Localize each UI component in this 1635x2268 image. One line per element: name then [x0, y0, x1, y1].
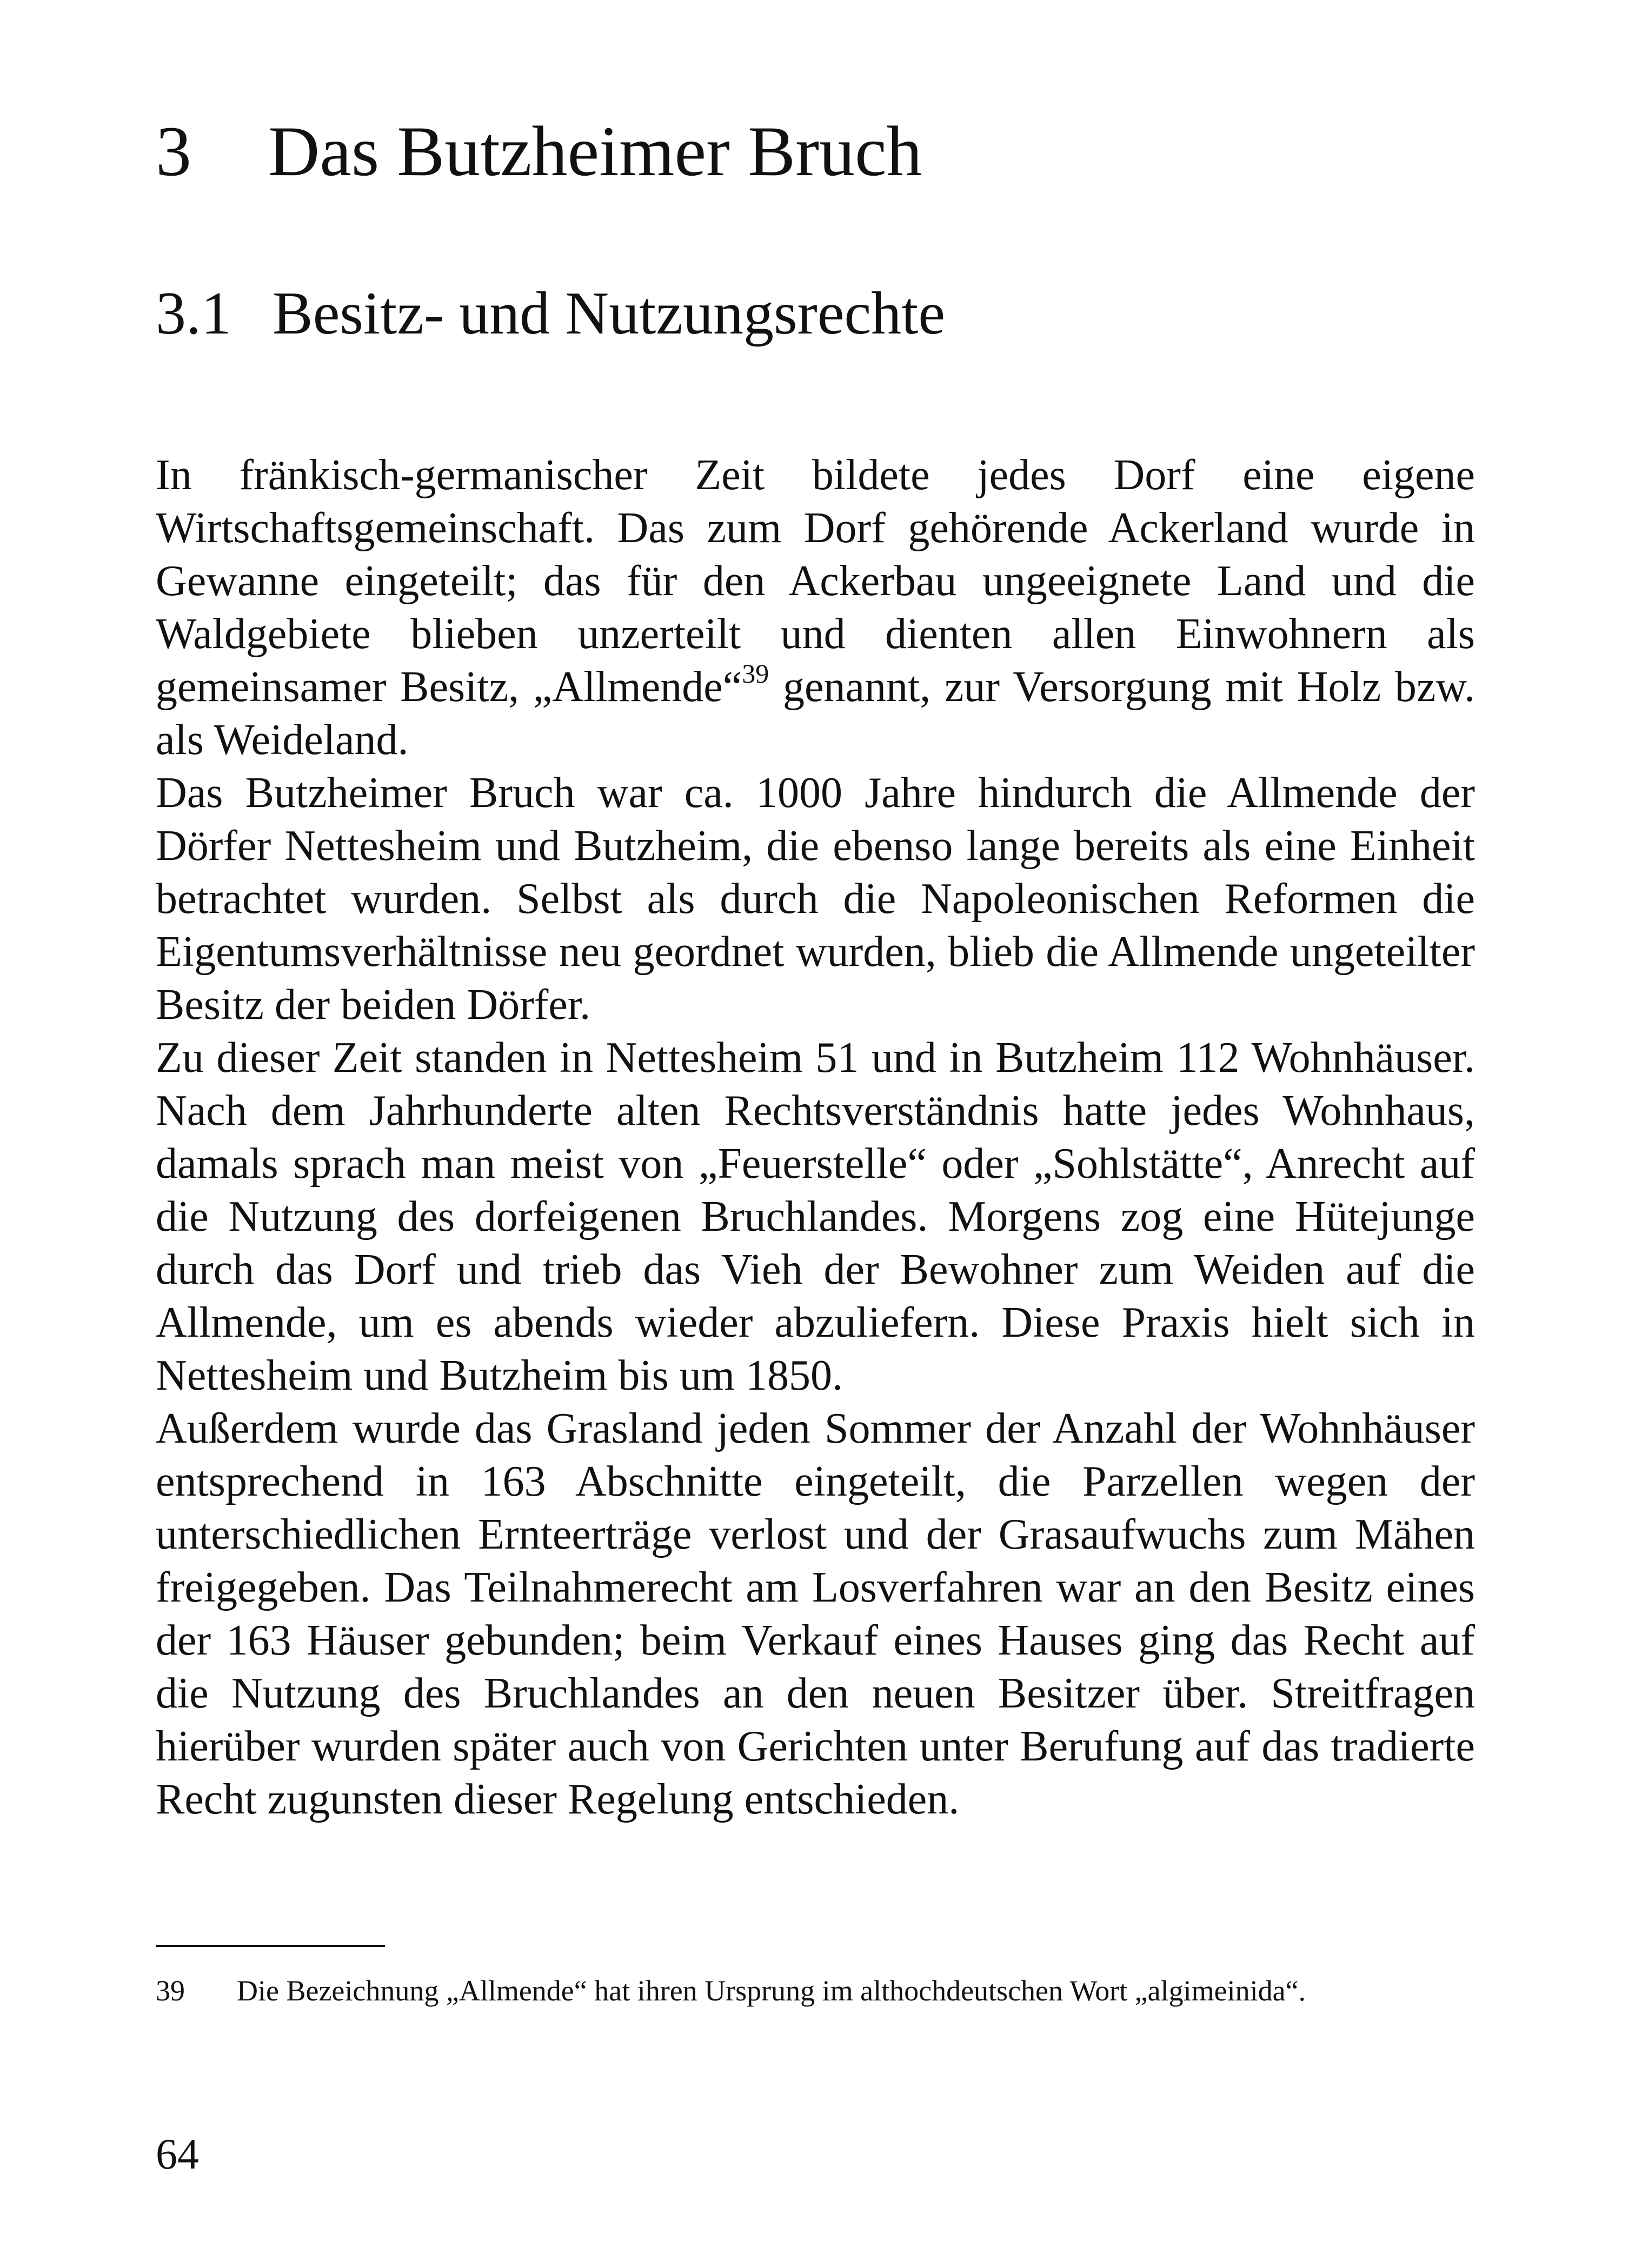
paragraph-2: Das Butzheimer Bruch war ca. 1000 Jahre hindurch die Allmende der Dörfer Nettesheim und Butzheim, die ebenso lange bereits als eine Einheit betrachtet wurden. Selbst als durch die Napoleonischen Reformen die Eigentumsverhältnisse neu geordnet wurden, blieb die Allmende ungeteilter Besitz der beiden Dörfer.	[156, 769, 1475, 1029]
section-number: 3.1	[156, 280, 231, 347]
footnote-text: Die Bezeichnung „Allmende“ hat ihren Ursprung im althochdeutschen Wort „algimeinida“.	[237, 1975, 1306, 2007]
chapter-title: Das Butzheimer Bruch	[268, 111, 922, 191]
paragraph-1	[156, 449, 1475, 766]
section-heading	[156, 276, 945, 351]
footnote-divider	[156, 1945, 385, 1947]
chapter-number: 3	[156, 111, 191, 191]
section-title: Besitz- und Nutzungsrechte	[272, 280, 946, 347]
page-number: 64	[156, 2131, 199, 2178]
footnote	[156, 1973, 1475, 2009]
paragraph-1-text: In fränkisch-germanischer Zeit bildete jedes Dorf eine eigene Wirtschaftsgemeinschaft. Das zum Dorf gehörende Ackerland wurde in Gewanne eingeteilt; das für den Ackerbau ungeeignete Land und die Waldgebiete blieben unzerteilt und dienten allen Einwohnern als gemeinsamer Besitz, „Allmende“	[156, 451, 1475, 711]
body-text	[156, 449, 1475, 1826]
paragraph-4: Außerdem wurde das Grasland jeden Sommer der Anzahl der Wohnhäuser entsprechend in 163 Abschnitte eingeteilt, die Parzellen wegen der unterschiedlichen Ernteerträge verlost und der Grasaufwuchs zum Mähen freigegeben. Das Teilnahmerecht am Losverfahren war an den Besitz eines der 163 Häuser gebunden; beim Verkauf eines Hauses ging das Recht auf die Nutzung des Bruchlandes an den neuen Besitzer über. Streitfragen hierüber wurden später auch von Gerichten unter Berufung auf das tradierte Recht zugunsten dieser Regelung entschieden.	[156, 1405, 1475, 1823]
chapter-heading	[156, 108, 922, 195]
footnote-number: 39	[156, 1975, 185, 2007]
footnote-reference: 39	[742, 658, 769, 689]
paragraph-1-continuation: genannt, zur Versorgung mit Holz bzw. als Weideland.	[156, 663, 1475, 764]
paragraph-3: Zu dieser Zeit standen in Nettesheim 51 und in Butzheim 112 Wohnhäuser. Nach dem Jahrhunderte alten Rechtsverständnis hatte jedes Wohnhaus, damals sprach man meist von „Feuerstelle“ oder „Sohlstätte“, Anrecht auf die Nutzung des dorfeigenen Bruchlandes. Morgens zog eine Hütejunge durch das Dorf und trieb das Vieh der Bewohner zum Weiden auf die Allmende, um es abends wieder abzuliefern. Diese Praxis hielt sich in Nettesheim und Butzheim bis um 1850.	[156, 1034, 1475, 1399]
